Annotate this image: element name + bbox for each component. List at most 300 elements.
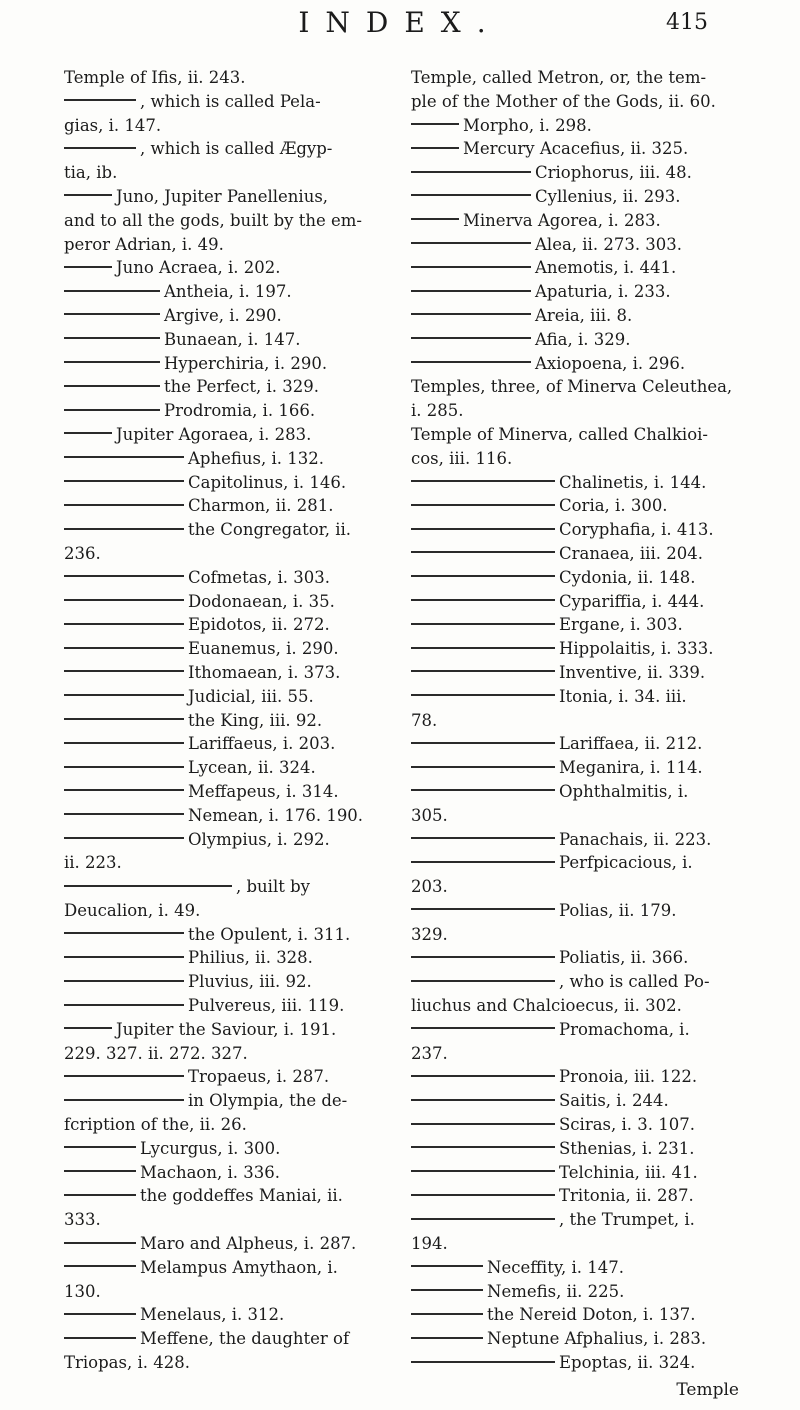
ditto-rule	[411, 1218, 555, 1220]
index-entry	[64, 1351, 384, 1375]
index-entry	[64, 923, 384, 947]
ditto-rule	[411, 194, 531, 196]
ditto-rule	[411, 647, 555, 649]
ditto-rule	[411, 908, 555, 910]
ditto-rule	[411, 1361, 555, 1363]
index-entry	[64, 1113, 384, 1137]
index-entry	[411, 352, 739, 376]
index-entry-text: Triopas, i. 428.	[64, 1353, 190, 1373]
ditto-rule	[64, 647, 184, 649]
index-entry	[64, 137, 384, 161]
index-entry-text: liuchus and Chalcioecus, ii. 302.	[411, 996, 682, 1016]
index-entry	[411, 1042, 739, 1066]
index-entry	[411, 661, 739, 685]
ditto-rule	[64, 837, 184, 839]
index-entry-text: the Opulent, i. 311.	[188, 924, 351, 944]
index-entry-text: 130.	[64, 1281, 101, 1301]
index-entry-text: Meffapeus, i. 314.	[188, 781, 339, 801]
index-entry	[64, 970, 384, 994]
index-entry	[411, 1232, 739, 1256]
ditto-rule	[411, 766, 555, 768]
index-entry	[64, 780, 384, 804]
index-entry	[64, 685, 384, 709]
ditto-rule	[64, 504, 184, 506]
index-entry	[64, 161, 384, 185]
index-entry	[64, 1042, 384, 1066]
index-entry-text: Prodromia, i. 166.	[164, 401, 316, 421]
index-entry	[411, 304, 739, 328]
index-entry-text: tia, ib.	[64, 163, 118, 183]
ditto-rule	[64, 1004, 184, 1006]
index-entry-text: 237.	[411, 1043, 448, 1063]
index-entry	[411, 518, 739, 542]
index-entry	[411, 994, 739, 1018]
ditto-rule	[411, 480, 555, 482]
index-entry	[64, 1280, 384, 1304]
index-entry-text: Hippolaitis, i. 333.	[559, 639, 714, 659]
ditto-rule	[411, 313, 531, 315]
index-entry-text: Inventive, ii. 339.	[559, 662, 706, 682]
index-entry-text: Pluvius, iii. 92.	[188, 972, 312, 992]
index-entry-text: Menelaus, i. 312.	[140, 1305, 285, 1325]
ditto-rule	[411, 290, 531, 292]
ditto-rule	[64, 694, 184, 696]
index-entry	[411, 1018, 739, 1042]
index-entry-text: 78.	[411, 710, 438, 730]
index-entry	[64, 471, 384, 495]
index-entry	[64, 590, 384, 614]
index-entry-text: Alea, ii. 273. 303.	[535, 234, 683, 254]
ditto-rule	[64, 432, 112, 434]
index-entry-text: in Olympia, the de-	[188, 1091, 348, 1111]
ditto-rule	[64, 385, 160, 387]
ditto-rule	[411, 1265, 483, 1267]
index-entry-text: Meganira, i. 114.	[559, 758, 703, 778]
index-entry	[64, 1208, 384, 1232]
index-entry-text: Neptune Afphalius, i. 283.	[487, 1329, 707, 1349]
index-entry	[64, 114, 384, 138]
index-entry-text: Argive, i. 290.	[164, 305, 282, 325]
index-entry	[64, 1065, 384, 1089]
index-entry	[64, 851, 384, 875]
ditto-rule	[64, 313, 160, 315]
ditto-rule	[411, 528, 555, 530]
ditto-rule	[64, 623, 184, 625]
index-entry-text: the Nereid Doton, i. 137.	[487, 1305, 696, 1325]
index-entry	[64, 494, 384, 518]
ditto-rule	[64, 885, 232, 887]
index-entry-text: Mercury Acacefius, ii. 325.	[463, 139, 689, 159]
ditto-rule	[64, 290, 160, 292]
index-entry-text: Epoptas, ii. 324.	[559, 1353, 696, 1373]
index-entry-text: Jupiter the Saviour, i. 191.	[116, 1019, 337, 1039]
index-entry	[64, 1303, 384, 1327]
index-entry	[64, 256, 384, 280]
index-entry-text: Cofmetas, i. 303.	[188, 567, 331, 587]
index-entry	[411, 1208, 739, 1232]
ditto-rule	[64, 1265, 136, 1267]
index-entry	[411, 256, 739, 280]
index-entry	[411, 137, 739, 161]
index-entry-text: Olympius, i. 292.	[188, 829, 330, 849]
index-entry	[411, 185, 739, 209]
ditto-rule	[411, 551, 555, 553]
index-entry	[64, 1184, 384, 1208]
index-entry	[64, 1089, 384, 1113]
index-entry	[64, 328, 384, 352]
index-entry-text: Ophthalmitis, i.	[559, 781, 689, 801]
ditto-rule	[64, 194, 112, 196]
index-entry-text: the Congregator, ii.	[188, 520, 351, 540]
ditto-rule	[411, 1146, 555, 1148]
index-entry	[411, 494, 739, 518]
index-entry	[64, 280, 384, 304]
ditto-rule	[411, 575, 555, 577]
index-entry	[411, 1351, 739, 1375]
index-entry	[411, 1184, 739, 1208]
index-entry	[64, 66, 384, 90]
ditto-rule	[64, 956, 184, 958]
ditto-rule	[411, 1099, 555, 1101]
index-entry-text: Dodonaean, i. 35.	[188, 591, 335, 611]
index-entry-text: Temple, called Metron, or, the tem-	[411, 68, 707, 87]
catchword: Temple	[676, 1380, 739, 1400]
index-entry-text: Axiopoena, i. 296.	[535, 353, 686, 373]
index-column-left	[64, 66, 384, 1375]
ditto-rule	[64, 575, 184, 577]
index-entry-text: ii. 223.	[64, 853, 122, 873]
index-entry	[411, 946, 739, 970]
index-entry	[411, 1161, 739, 1185]
index-entry	[64, 709, 384, 733]
index-entry	[64, 542, 384, 566]
index-entry	[64, 875, 384, 899]
index-entry-text: Telchinia, iii. 41.	[559, 1162, 698, 1182]
index-entry	[411, 328, 739, 352]
ditto-rule	[64, 1313, 136, 1315]
index-entry	[64, 828, 384, 852]
index-entry-text: 194.	[411, 1234, 448, 1254]
ditto-rule	[411, 361, 531, 363]
ditto-rule	[411, 1313, 483, 1315]
ditto-rule	[64, 1027, 112, 1029]
ditto-rule	[64, 670, 184, 672]
index-entry-text: Capitolinus, i. 146.	[188, 472, 347, 492]
index-entry-text: 329.	[411, 924, 448, 944]
index-entry-text: Deucalion, i. 49.	[64, 900, 201, 920]
index-entry-text: Temple of Minerva, called Chalkioi-	[411, 424, 708, 444]
index-entry-text: Philius, ii. 328.	[188, 948, 313, 968]
index-entry-text: Jupiter Agoraea, i. 283.	[116, 424, 312, 444]
index-entry-text: Poliatis, ii. 366.	[559, 948, 689, 968]
index-entry-text: Juno, Jupiter Panellenius,	[116, 186, 329, 206]
index-entry-text: Antheia, i. 197.	[164, 282, 292, 302]
index-entry-text: gias, i. 147.	[64, 115, 162, 135]
ditto-rule	[411, 337, 531, 339]
index-entry	[64, 566, 384, 590]
ditto-rule	[64, 99, 136, 101]
index-entry-text: Nemean, i. 176. 190.	[188, 805, 364, 825]
index-entry-text: Temples, three, of Minerva Celeuthea,	[411, 377, 733, 397]
index-entry	[411, 471, 739, 495]
index-entry-text: Tropaeus, i. 287.	[188, 1067, 330, 1087]
index-entry	[411, 685, 739, 709]
index-entry	[411, 899, 739, 923]
ditto-rule	[411, 742, 555, 744]
ditto-rule	[411, 670, 555, 672]
index-entry	[411, 399, 739, 423]
index-entry-text: Temple of Ifis, ii. 243.	[64, 68, 246, 87]
index-entry-text: Apaturia, i. 233.	[535, 282, 671, 302]
index-entry-text: Criophorus, iii. 48.	[535, 163, 692, 183]
ditto-rule	[64, 409, 160, 411]
index-entry-text: Saitis, i. 244.	[559, 1091, 669, 1111]
index-entry	[411, 851, 739, 875]
page-header	[0, 6, 800, 46]
index-entry-text: Areia, iii. 8.	[535, 305, 633, 325]
ditto-rule	[411, 789, 555, 791]
index-entry	[64, 613, 384, 637]
index-entry-text: Perfpicacious, i.	[559, 853, 693, 873]
ditto-rule	[64, 1146, 136, 1148]
ditto-rule	[411, 266, 531, 268]
index-entry	[411, 590, 739, 614]
index-entry	[411, 375, 739, 399]
page-number: 415	[666, 10, 708, 35]
index-entry	[64, 899, 384, 923]
ditto-rule	[64, 1099, 184, 1101]
index-entry	[64, 661, 384, 685]
index-entry-text: , the Trumpet, i.	[559, 1210, 695, 1230]
index-entry	[411, 114, 739, 138]
index-entry	[64, 423, 384, 447]
ditto-rule	[64, 1337, 136, 1339]
ditto-rule	[411, 694, 555, 696]
index-entry	[411, 1065, 739, 1089]
index-entry-text: Euanemus, i. 290.	[188, 639, 339, 659]
index-entry-text: Lycean, ii. 324.	[188, 758, 316, 778]
index-entry	[64, 994, 384, 1018]
ditto-rule	[411, 956, 555, 958]
index-entry-text: i. 285.	[411, 401, 464, 421]
index-entry	[64, 1018, 384, 1042]
index-entry-text: 236.	[64, 543, 101, 563]
index-entry	[411, 1280, 739, 1304]
index-entry-text: Polias, ii. 179.	[559, 900, 677, 920]
ditto-rule	[64, 980, 184, 982]
index-entry	[411, 1327, 739, 1351]
index-entry	[411, 613, 739, 637]
index-entry	[64, 1256, 384, 1280]
index-entry-text: Cyllenius, ii. 293.	[535, 186, 681, 206]
index-entry	[64, 1161, 384, 1185]
ditto-rule	[64, 1170, 136, 1172]
index-entry	[411, 732, 739, 756]
index-entry-text: 203.	[411, 877, 448, 897]
index-entry-text: Cranaea, iii. 204.	[559, 543, 703, 563]
index-entry-text: 229. 327. ii. 272. 327.	[64, 1043, 248, 1063]
index-entry-text: , which is called Ægyp-	[140, 139, 333, 159]
index-entry	[411, 566, 739, 590]
index-entry-text: Panachais, ii. 223.	[559, 829, 712, 849]
index-entry	[64, 233, 384, 257]
index-entry	[411, 780, 739, 804]
index-entry-text: Pulvereus, iii. 119.	[188, 996, 345, 1016]
index-entry	[64, 518, 384, 542]
index-entry	[411, 280, 739, 304]
index-entry	[64, 447, 384, 471]
ditto-rule	[64, 266, 112, 268]
index-entry-text: Pronoia, iii. 122.	[559, 1067, 698, 1087]
ditto-rule	[411, 623, 555, 625]
index-entry-text: Aphefius, i. 132.	[188, 448, 324, 468]
index-entry-text: Epidotos, ii. 272.	[188, 615, 330, 635]
index-entry-text: fcription of the, ii. 26.	[64, 1115, 247, 1135]
index-entry-text: Cydonia, ii. 148.	[559, 567, 696, 587]
index-entry-text: Charmon, ii. 281.	[188, 496, 334, 516]
index-entry	[64, 1327, 384, 1351]
ditto-rule	[64, 456, 184, 458]
ditto-rule	[64, 1194, 136, 1196]
index-entry-text: Ithomaean, i. 373.	[188, 662, 341, 682]
index-entry-text: 305.	[411, 805, 448, 825]
index-entry	[64, 90, 384, 114]
ditto-rule	[64, 742, 184, 744]
index-entry	[64, 352, 384, 376]
ditto-rule	[411, 980, 555, 982]
ditto-rule	[64, 1242, 136, 1244]
index-entry	[411, 1256, 739, 1280]
index-entry-text: Bunaean, i. 147.	[164, 329, 301, 349]
index-entry	[64, 1137, 384, 1161]
index-entry	[64, 209, 384, 233]
index-entry	[411, 423, 739, 447]
index-entry-text: 333.	[64, 1210, 101, 1230]
ditto-rule	[411, 218, 459, 220]
ditto-rule	[411, 1337, 483, 1339]
index-entry-text: Neceffity, i. 147.	[487, 1257, 624, 1277]
index-entry-text: Coria, i. 300.	[559, 496, 668, 516]
index-entry-text: and to all the gods, built by the em-	[64, 210, 362, 230]
index-entry	[64, 637, 384, 661]
index-entry	[64, 946, 384, 970]
index-entry-text: Melampus Amythaon, i.	[140, 1257, 338, 1277]
index-entry-text: the King, iii. 92.	[188, 710, 323, 730]
index-entry	[411, 1089, 739, 1113]
index-entry-text: Meffene, the daughter of	[140, 1329, 350, 1349]
index-entry-text: ple of the Mother of the Gods, ii. 60.	[411, 91, 716, 111]
index-entry	[411, 828, 739, 852]
index-entry-text: peror Adrian, i. 49.	[64, 234, 224, 254]
index-entry	[64, 1232, 384, 1256]
index-entry-text: Itonia, i. 34. iii.	[559, 686, 687, 706]
index-entry-text: Lariffaea, ii. 212.	[559, 734, 703, 754]
index-entry	[411, 1137, 739, 1161]
index-entry	[64, 732, 384, 756]
index-entry-text: Coryphafia, i. 413.	[559, 520, 714, 540]
index-entry	[411, 709, 739, 733]
index-entry-text: Lycurgus, i. 300.	[140, 1138, 281, 1158]
index-entry-text: Promachoma, i.	[559, 1019, 690, 1039]
index-entry-text: , which is called Pela-	[140, 91, 321, 111]
index-entry-text: Machaon, i. 336.	[140, 1162, 280, 1182]
index-entry	[411, 447, 739, 471]
index-entry	[411, 637, 739, 661]
index-entry	[411, 161, 739, 185]
index-entry-text: Nemefis, ii. 225.	[487, 1281, 625, 1301]
index-entry	[411, 923, 739, 947]
index-entry	[64, 304, 384, 328]
ditto-rule	[411, 599, 555, 601]
ditto-rule	[411, 1027, 555, 1029]
ditto-rule	[64, 480, 184, 482]
ditto-rule	[64, 932, 184, 934]
index-entry	[411, 66, 739, 90]
ditto-rule	[411, 837, 555, 839]
index-entry-text: , who is called Po-	[559, 972, 710, 992]
index-entry-text: Minerva Agorea, i. 283.	[463, 210, 661, 230]
index-entry-text: Judicial, iii. 55.	[188, 686, 314, 706]
index-entry	[411, 1303, 739, 1327]
ditto-rule	[411, 171, 531, 173]
index-entry	[411, 209, 739, 233]
ditto-rule	[411, 123, 459, 125]
index-entry-text: Hyperchiria, i. 290.	[164, 353, 328, 373]
index-entry-text: Ergane, i. 303.	[559, 615, 683, 635]
ditto-rule	[64, 1075, 184, 1077]
index-entry	[411, 804, 739, 828]
index-entry	[411, 542, 739, 566]
page-title: INDEX.	[298, 6, 502, 39]
ditto-rule	[64, 718, 184, 720]
index-entry-text: the goddeffes Maniai, ii.	[140, 1186, 343, 1206]
ditto-rule	[411, 1194, 555, 1196]
ditto-rule	[64, 528, 184, 530]
index-entry	[411, 970, 739, 994]
index-entry	[411, 90, 739, 114]
index-entry	[411, 233, 739, 257]
ditto-rule	[64, 337, 160, 339]
index-entry	[411, 756, 739, 780]
index-entry-text: Lariffaeus, i. 203.	[188, 734, 336, 754]
index-entry-text: cos, iii. 116.	[411, 448, 513, 468]
ditto-rule	[411, 242, 531, 244]
index-entry	[64, 399, 384, 423]
index-entry	[64, 804, 384, 828]
ditto-rule	[411, 1170, 555, 1172]
ditto-rule	[64, 147, 136, 149]
ditto-rule	[411, 861, 555, 863]
index-entry-text: Sthenias, i. 231.	[559, 1138, 695, 1158]
index-entry-text: Cypariffia, i. 444.	[559, 591, 705, 611]
ditto-rule	[411, 147, 459, 149]
index-entry	[64, 185, 384, 209]
index-entry-text: Chalinetis, i. 144.	[559, 472, 707, 492]
index-entry-text: the Perfect, i. 329.	[164, 377, 320, 397]
index-column-right	[411, 66, 739, 1375]
index-entry-text: Anemotis, i. 441.	[535, 258, 677, 278]
ditto-rule	[64, 813, 184, 815]
index-entry	[64, 375, 384, 399]
ditto-rule	[411, 1289, 483, 1291]
index-entry-text: Tritonia, ii. 287.	[559, 1186, 694, 1206]
index-entry-text: Maro and Alpheus, i. 287.	[140, 1234, 357, 1254]
index-entry-text: Afia, i. 329.	[535, 329, 631, 349]
index-entry-text: Juno Acraea, i. 202.	[116, 258, 281, 278]
index-entry-text: Morpho, i. 298.	[463, 115, 592, 135]
ditto-rule	[411, 504, 555, 506]
ditto-rule	[64, 599, 184, 601]
